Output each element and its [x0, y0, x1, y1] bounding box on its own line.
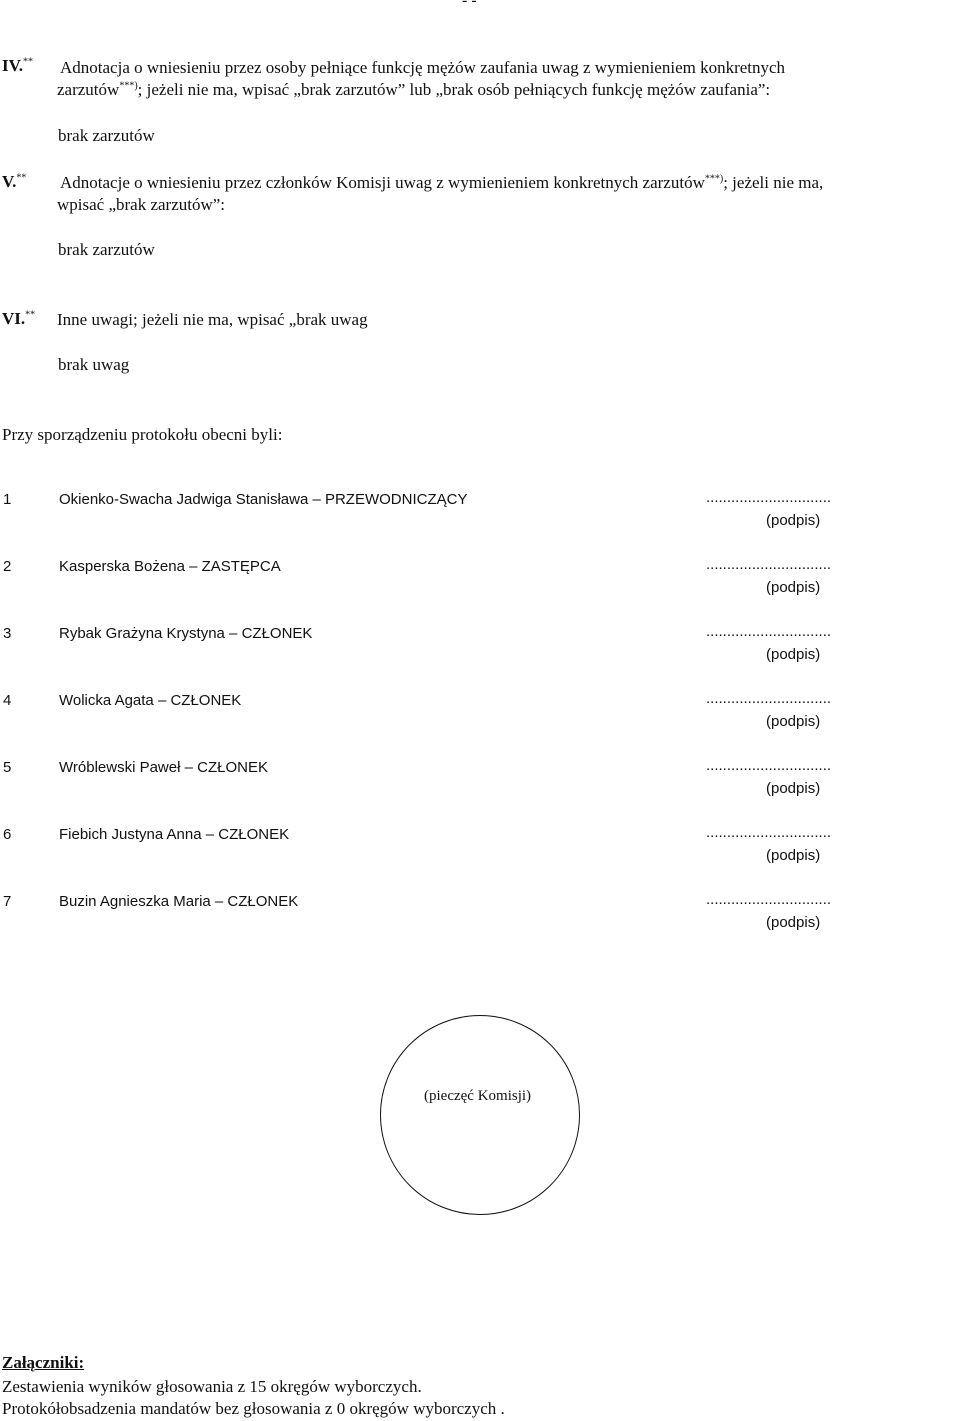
signature-label: (podpis) — [766, 579, 821, 596]
signature-line: .............................. — [706, 690, 832, 707]
present-heading: Przy sporządzeniu protokołu obecni byli: — [2, 425, 283, 444]
member-number: 6 — [3, 826, 12, 843]
member-name: Rybak Grażyna Krystyna – CZŁONEK — [59, 625, 313, 642]
member-number: 1 — [3, 491, 12, 508]
section-answer: brak uwag — [58, 355, 130, 374]
signature-line: .............................. — [706, 623, 832, 640]
member-number: 5 — [3, 759, 12, 776]
section-number: VI. — [2, 309, 26, 328]
signature-line: .............................. — [706, 489, 832, 506]
footnote-mark: ***) — [704, 173, 724, 185]
section-text-line: Adnotacja o wniesieniu przez osoby pełniące funkcję mężów zaufania uwag z wymienieniem konkretnych — [60, 58, 786, 77]
section-text-part: ; jeżeli nie ma, — [723, 173, 824, 192]
section-text-part: ; jeżeli nie ma, wpisać „brak zarzutów” lub „brak osób pełniących funkcję mężów zaufania”: — [137, 80, 771, 99]
member-number: 4 — [3, 692, 12, 709]
signature-label: (podpis) — [766, 780, 821, 797]
member-name: Kasperska Bożena – ZASTĘPCA — [59, 558, 281, 575]
signature-label: (podpis) — [766, 646, 821, 663]
member-name: Wróblewski Paweł – CZŁONEK — [59, 759, 268, 776]
signature-label: (podpis) — [766, 512, 821, 529]
footnote-mark: ** — [25, 309, 36, 321]
attachments-title: Załączniki: — [2, 1353, 85, 1372]
header-mark: - - — [462, 0, 477, 9]
section-text-line: wpisać „brak zarzutów”: — [57, 195, 226, 214]
footnote-mark: ***) — [119, 80, 138, 92]
signature-label: (podpis) — [766, 847, 821, 864]
member-name: Buzin Agnieszka Maria – CZŁONEK — [59, 893, 299, 910]
section-text-part: Adnotacje o wniesieniu przez członków Komisji uwag z wymienieniem konkretnych zarzutów — [60, 173, 705, 192]
signature-line: .............................. — [706, 891, 832, 908]
member-number: 3 — [3, 625, 12, 642]
signature-label: (podpis) — [766, 914, 821, 931]
footnote-mark: ** — [22, 56, 33, 68]
section-answer: brak zarzutów — [58, 240, 155, 259]
signature-label: (podpis) — [766, 713, 821, 730]
section-answer: brak zarzutów — [58, 126, 155, 145]
member-name: Okienko-Swacha Jadwiga Stanisława – PRZEWODNICZĄCY — [59, 491, 468, 508]
section-text-part: zarzutów — [57, 80, 120, 99]
section-number: V. — [2, 172, 17, 191]
section-text-line: Inne uwagi; jeżeli nie ma, wpisać „brak uwag — [57, 310, 368, 329]
attachment-line: Protokółobsadzenia mandatów bez głosowania z 0 okręgów wyborczych . — [2, 1399, 505, 1418]
seal-label: (pieczęć Komisji) — [424, 1088, 532, 1104]
member-number: 2 — [3, 558, 12, 575]
signature-line: .............................. — [706, 824, 832, 841]
signature-line: .............................. — [706, 757, 832, 774]
attachment-line: Zestawienia wyników głosowania z 15 okręgów wyborczych. — [2, 1377, 422, 1396]
member-name: Fiebich Justyna Anna – CZŁONEK — [59, 826, 290, 843]
section-number: IV. — [2, 56, 23, 75]
commission-seal-circle — [380, 1015, 580, 1215]
member-name: Wolicka Agata – CZŁONEK — [59, 692, 242, 709]
signature-line: .............................. — [706, 556, 832, 573]
footnote-mark: ** — [16, 172, 27, 184]
member-number: 7 — [3, 893, 12, 910]
